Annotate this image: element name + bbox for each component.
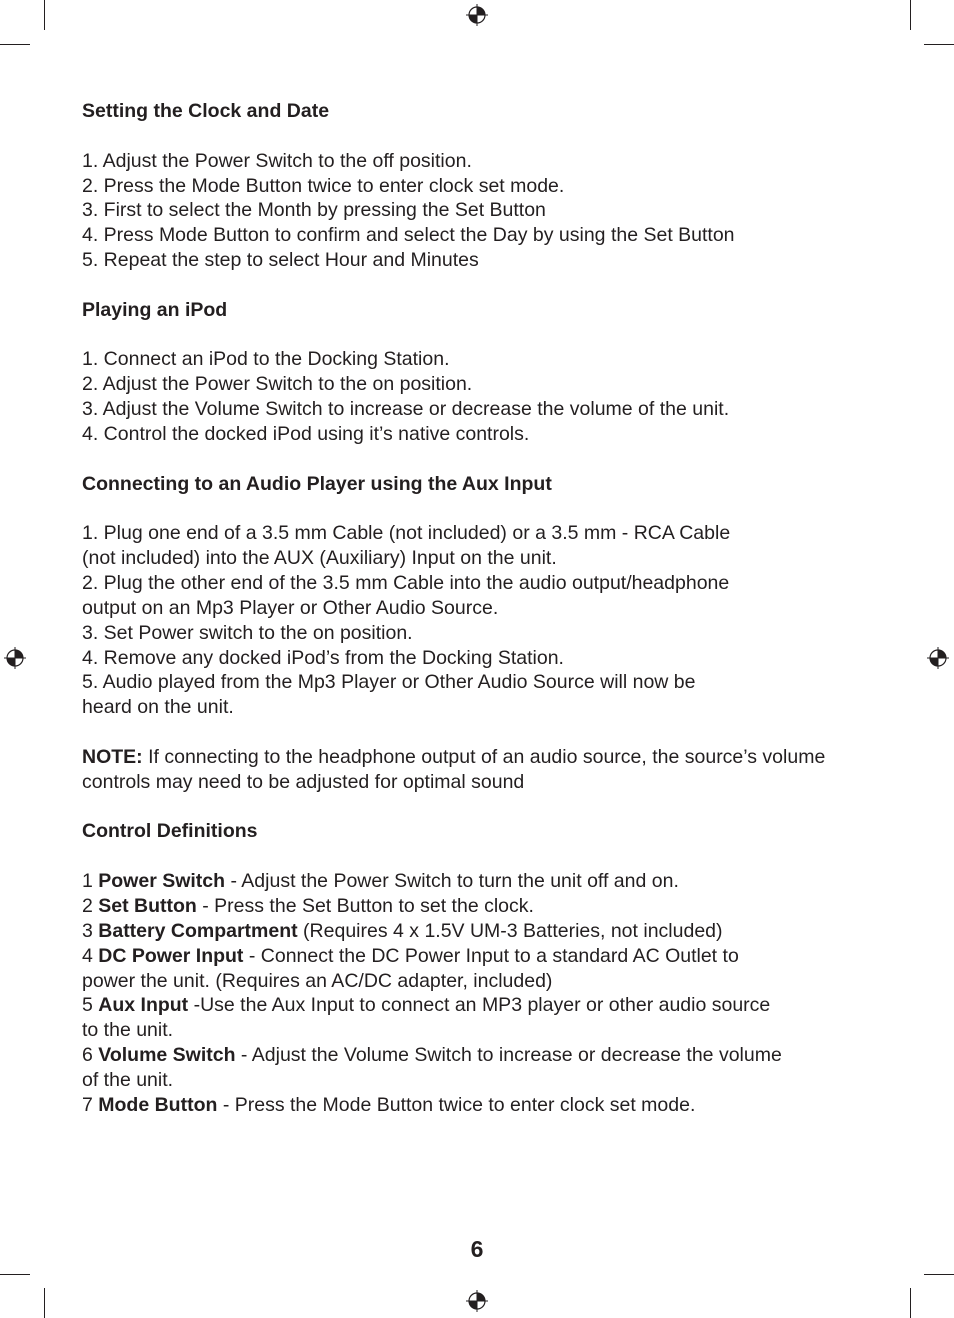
control-definition-continued: power the unit. (Requires an AC/DC adapter, included) <box>82 969 553 992</box>
heading-setting-clock: Setting the Clock and Date <box>82 100 330 122</box>
crop-mark-top-left-v <box>44 0 45 30</box>
list-item: 2. Adjust the Power Switch to the on position. <box>82 373 473 396</box>
control-desc: - Press the Set Button to set the clock. <box>196 895 534 917</box>
control-number: 2 <box>82 895 99 917</box>
list-item: 5. Repeat the step to select Hour and Minutes <box>82 249 479 272</box>
list-item: output on an Mp3 Player or Other Audio Source. <box>82 596 499 619</box>
control-definition <box>82 944 882 969</box>
control-term: Mode Button <box>98 1093 218 1116</box>
control-desc: - Adjust the Volume Switch to increase or decrease the volume <box>235 1044 782 1067</box>
list-item: 4. Press Mode Button to confirm and select the Day by using the Set Button <box>82 224 735 247</box>
heading-aux-input: Connecting to an Audio Player using the Aux Input <box>82 472 552 495</box>
control-desc: (Requires 4 x 1.5V UM-3 Batteries, not included) <box>297 919 723 942</box>
control-number: 1 <box>82 870 99 893</box>
control-term: Set Button <box>98 895 197 917</box>
control-desc: - Adjust the Power Switch to turn the unit off and on. <box>225 870 679 893</box>
note-text-continued: controls may need to be adjusted for optimal sound <box>82 770 525 793</box>
note-paragraph <box>82 745 882 770</box>
control-desc: - Connect the DC Power Input to a standard AC Outlet to <box>243 944 739 967</box>
list-item: 4. Remove any docked iPod’s from the Docking Station. <box>82 646 564 669</box>
list-item: 3. First to select the Month by pressing the Set Button <box>82 199 546 222</box>
page-number: 6 <box>470 1236 484 1262</box>
list-item: 3. Adjust the Volume Switch to increase or decrease the volume of the unit. <box>82 398 730 421</box>
list-item: 2. Plug the other end of the 3.5 mm Cable into the audio output/headphone <box>82 572 730 595</box>
list-item: 1. Connect an iPod to the Docking Station. <box>82 348 450 371</box>
control-term: Power Switch <box>98 870 226 893</box>
control-definition <box>82 1043 882 1068</box>
heading-control-definitions: Control Definitions <box>82 820 258 843</box>
control-term: Volume Switch <box>98 1044 236 1067</box>
note-text: If connecting to the headphone output of an audio source, the source’s volume <box>142 745 826 768</box>
heading-playing-ipod: Playing an iPod <box>82 298 228 321</box>
control-term: DC Power Input <box>98 944 244 967</box>
list-item: 4. Control the docked iPod using it’s native controls. <box>82 422 530 445</box>
control-number: 6 <box>82 1044 99 1067</box>
control-definition <box>82 993 882 1018</box>
control-definition <box>82 869 882 894</box>
list-item: 2. Press the Mode Button twice to enter clock set mode. <box>82 174 565 197</box>
registration-mark-top-icon <box>466 4 488 26</box>
list-item: 1. Adjust the Power Switch to the off position. <box>82 149 472 172</box>
registration-mark-bottom-icon <box>466 1290 488 1312</box>
registration-mark-left-icon <box>4 647 26 669</box>
control-term: Aux Input <box>98 994 189 1017</box>
crop-mark-bottom-left-h <box>0 1274 30 1275</box>
crop-mark-top-right-h <box>924 44 954 45</box>
control-definition <box>82 919 882 944</box>
list-item: heard on the unit. <box>82 696 234 719</box>
control-desc: - Press the Mode Button twice to enter clock set mode. <box>217 1093 696 1116</box>
list-item: 3. Set Power switch to the on position. <box>82 621 413 644</box>
control-number: 7 <box>82 1093 99 1116</box>
crop-mark-top-right-v <box>910 0 911 30</box>
control-desc: -Use the Aux Input to connect an MP3 player or other audio source <box>188 994 771 1017</box>
registration-mark-right-icon <box>927 647 949 669</box>
control-definition <box>82 1093 882 1118</box>
note-label: NOTE: <box>82 745 143 768</box>
control-definition-continued: of the unit. <box>82 1068 174 1091</box>
crop-mark-top-left-h <box>0 44 30 45</box>
manual-page-content <box>82 99 882 1118</box>
control-number: 4 <box>82 944 99 967</box>
list-item: 1. Plug one end of a 3.5 mm Cable (not included) or a 3.5 mm - RCA Cable <box>82 522 731 545</box>
list-item: 5. Audio played from the Mp3 Player or Other Audio Source will now be <box>82 671 696 694</box>
crop-mark-bottom-left-v <box>44 1288 45 1318</box>
list-item: (not included) into the AUX (Auxiliary) Input on the unit. <box>82 547 557 570</box>
crop-mark-bottom-right-v <box>910 1288 911 1318</box>
control-definition <box>82 894 882 919</box>
control-number: 5 <box>82 994 99 1017</box>
control-number: 3 <box>82 919 99 942</box>
crop-mark-bottom-right-h <box>924 1274 954 1275</box>
control-definition-continued: to the unit. <box>82 1019 174 1042</box>
control-term: Battery Compartment <box>98 919 298 942</box>
